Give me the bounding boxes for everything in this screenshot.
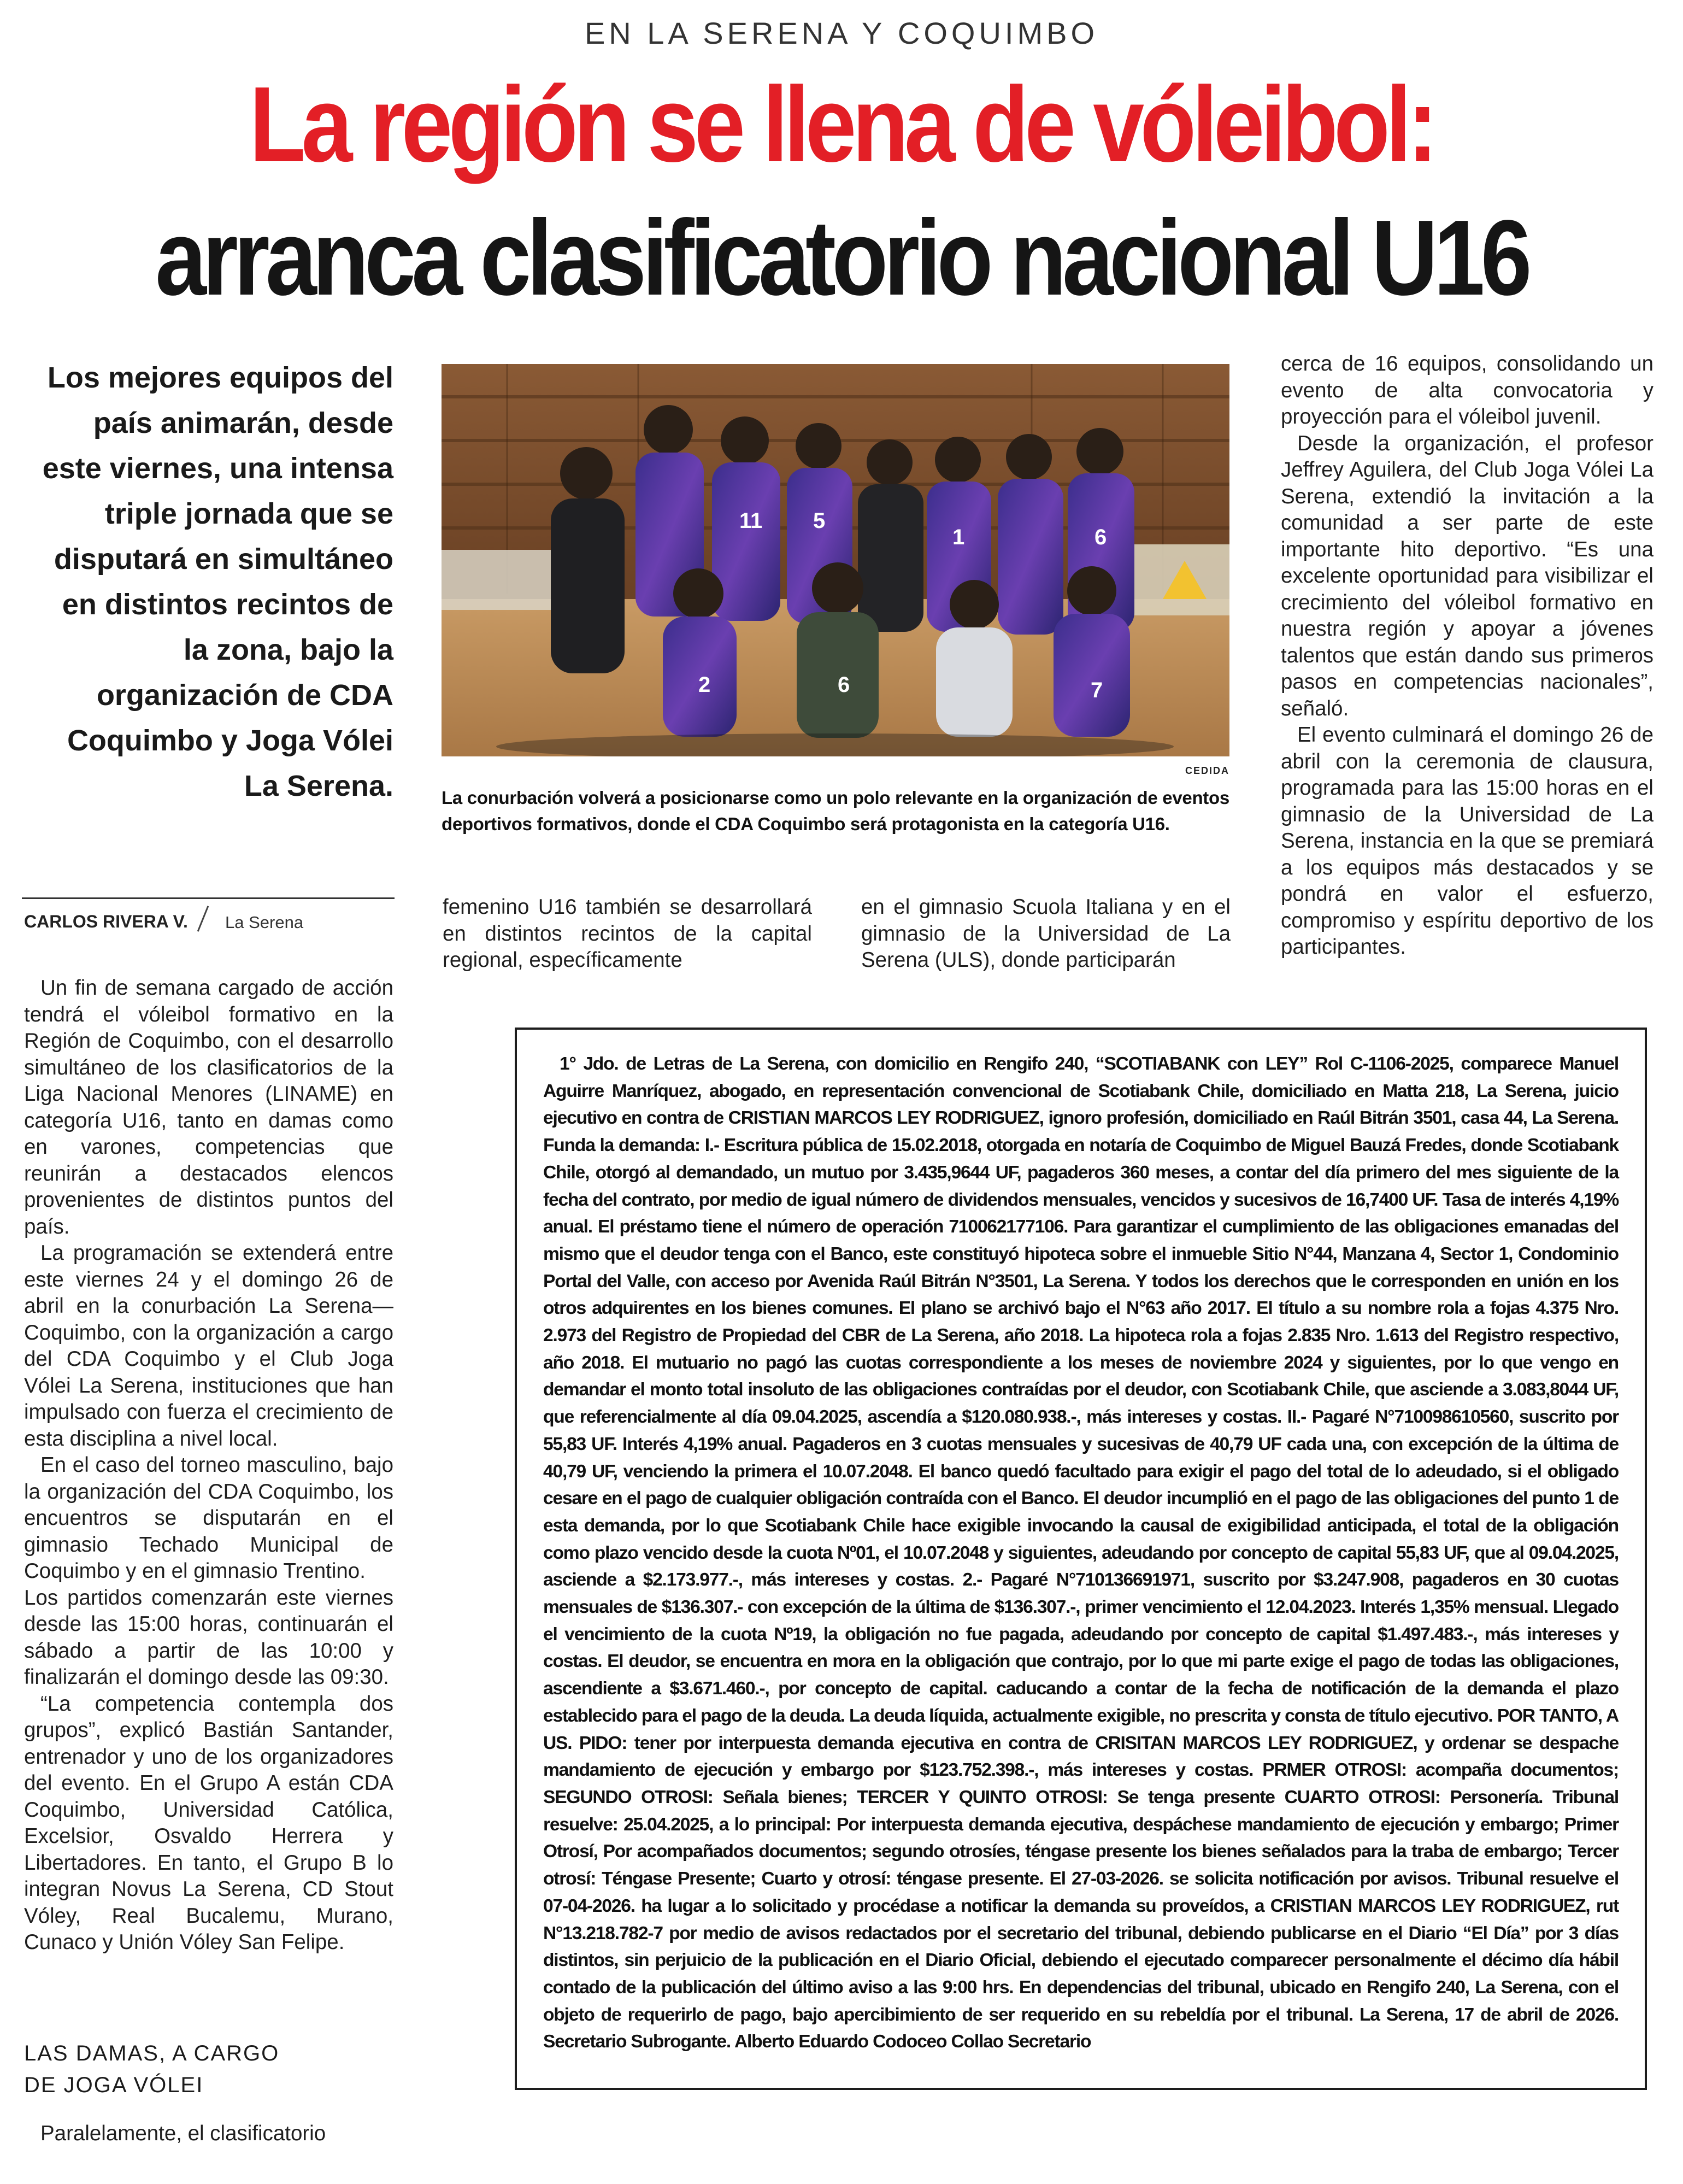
photo-caption: La conurbación volverá a posicionarse como un polo relevante en la organización de eventos deportivos formativos, donde el CDA Coquimbo será protagonista en la categoría U16.: [442, 788, 1229, 834]
subhead-line-2: DE JOGA VÓLEI: [24, 2073, 204, 2097]
photo-credit: CEDIDA: [1185, 765, 1229, 776]
article-column-3: [861, 894, 1231, 974]
article-column-1: [24, 975, 393, 1956]
paragraph: En el caso del torneo masculino, bajo la organización del CDA Coquimbo, los encuentros se disputarán en el gimnasio Techado Municipal de Coquimbo y en el gimnasio Trentino.: [24, 1453, 393, 1583]
byline-separator: [197, 906, 209, 931]
article-subhead: [24, 2038, 385, 2101]
paragraph: en el gimnasio Scuola Italiana y en el gimnasio de la Universidad de La Serena (ULS), donde participarán: [861, 895, 1231, 972]
paragraph: Los partidos comenzarán este viernes desde las 15:00 horas, continuarán el sábado a partir de las 10:00 y finalizarán el domingo desde las 09:30.: [24, 1586, 393, 1689]
paragraph: Un fin de semana cargado de acción tendrá el vóleibol formativo en la Región de Coquimbo, con el desarrollo simultáneo de los clasificatorios de la Liga Nacional Menores (LINAME) en categoría U16, tanto en damas como en varones, competencias que reunirán a destacados elencos provenientes de distintos puntos del país.: [24, 976, 393, 1238]
paragraph: El evento culminará el domingo 26 de abril con la ceremonia de clausura, programada para las 15:00 horas en el gimnasio de la Universidad de La Serena, instancia en la que se premiará a los equipos más destacados y se pondrá en valor el esfuerzo, compromiso y espíritu deportivo de los participantes.: [1281, 723, 1653, 959]
paragraph: cerca de 16 equipos, consolidando un evento de alta convocatoria y proyección para el vóleibol juvenil.: [1281, 352, 1653, 428]
paragraph: Desde la organización, el profesor Jeffrey Aguilera, del Club Joga Vólei La Serena, extendió la invitación a la comunidad a ser parte de este importante hito deportivo. “Es una excelente oportunidad para visibilizar el crecimiento del vóleibol formativo en nuestra región y apoyar a jóvenes talentos que están dando sus primeros pasos en competencias nacionales”, señaló.: [1281, 431, 1653, 720]
article-column-2: [443, 894, 812, 974]
jersey-number: 6: [1094, 525, 1107, 549]
jersey-number: 6: [838, 673, 850, 697]
paragraph: “La competencia contempla dos grupos”, explicó Bastián Santander, entrenador y uno de los organizadores del evento. En el Grupo A están CDA Coquimbo, Universidad Católica, Excelsior, Osvaldo Herrera y Libertadores. En tanto, el Grupo B lo integran Novus La Serena, CD Stout Vóley, Real Bucalemu, Murano, Cunaco y Unión Vóley San Felipe.: [24, 1692, 393, 1954]
legal-notice-text: 1° Jdo. de Letras de La Serena, con domicilio en Rengifo 240, “SCOTIABANK con LEY” Rol C-1106-2025, comparece Manuel Aguirre Manríquez, abogado, en representación convencional de Scotiabank Chile, domiciliado en Matta 218, La Serena, juicio ejecutivo en contra de CRISTIAN MARCOS LEY RODRIGUEZ, ignoro profesión, domiciliado en Raúl Bitrán 3501, casa 44, La Serena. Funda la demanda: I.- Escritura pública de 15.02.2018, otorgada en notaría de Coquimbo de Miguel Bauzá Fredes, donde Scotiabank Chile, otorgó al demandado, un mutuo por 3.435,9644 UF, pagaderos 360 meses, a contar del día primero del mes siguiente de la fecha del contrato, por medio de igual número de dividendos mensuales, vencidos y sucesivos de 16,7400 UF. Tasa de interés 4,19% anual. El préstamo tiene el número de operación 710062177106. Para garantizar el cumplimiento de las obligaciones emanadas del mismo que el deudor tenga con el Banco, este constituyó hipoteca sobre el inmueble Sitio N°44, Manzana 4, Sector 1, Condominio Portal del Valle, con acceso por Avenida Raúl Bitrán N°3501, La Serena. Y todos los derechos que le corresponden en unión en los otros adquirentes en los bienes comunes. El plano se archivó bajo el N°63 año 2017. El título a su nombre rola a fojas 4.375 Nro. 2.973 del Registro de Propiedad del CBR de La Serena, año 2018. La hipoteca rola a fojas 2.835 Nro. 1.613 del Registro respectivo, año 2018. El mutuario no pagó las cuotas correspondiente a los meses de noviembre 2024 y siguientes, por lo que vengo en demandar el monto total insoluto de las obligaciones contraídas por el deudor, con Scotiabank Chile, que asciende a 3.083,8044 UF, que referencialmente al día 09.04.2025, ascendía a $120.080.938.-, más intereses y costas. II.- Pagaré N°710098610560, suscrito por 55,83 UF. Interés 4,19% anual. Pagaderos en 3 cuotas mensuales y sucesivas de 40,79 UF cada una, con excepción de la última de 40,79 UF, venciendo la primera el 10.07.2048. El banco quedó facultado para exigir el pago del total de lo adeudado, si el obligado cesare en el pago de cualquier obligación contraída con el Banco. El deudor incumplió en el pago de las obligaciones del punto 1 de esta demanda, por lo que Scotiabank Chile hace exigible invocando la causal de exigibilidad anticipada, el total de la obligación como plazo vencido desde la cuota Nº01, el 10.07.2048 y siguientes, adeudando por concepto de capital 55,83 UF, que al 09.04.2025, asciende a $2.173.977.-, más intereses y costas. 2.- Pagaré N°710136691971, suscrito por $3.247.908, pagaderos en 30 cuotas mensuales de $136.307.- con excepción de la última de $136.307.-, primer vencimiento el 12.04.2023. Interés 1,35% mensual. Llegado el vencimiento de la cuota Nº19, la obligación no fue pagada, adeudando por concepto de capital $1.497.483.-, más intereses y costas. El deudor, se encuentra en mora en la obligación que contrajo, por lo que mi parte exige el pago de todas las obligaciones, ascendiente a $3.671.460.-, por concepto de capital. caducando a contar de la fecha de notificación de la demanda el plazo establecido para el pago de la deuda. La deuda líquida, actualmente exigible, no prescrita y consta de título ejecutivo. POR TANTO, A US. PIDO: tener por interpuesta demanda ejecutiva en contra de CRISITAN MARCOS LEY RODRIGUEZ, y ordenar se despache mandamiento de ejecución y embargo por $123.752.398.-, más intereses y costas. PRMER OTROSI: acompaña documentos; SEGUNDO OTROSI: Señala bienes; TERCER Y QUINTO OTROSI: Se tenga presente CUARTO OTROSI: Personería. Tribunal resuelve: 25.04.2025, a lo principal: Por interpuesta demanda ejecutiva, despáchese mandamiento de ejecución y embargo; Primer Otrosí, Por acompañados documentos; segundo otrosíes, téngase presente los bienes señalados para la traba de embargo; Tercer otrosí: Téngase Presente; Cuarto y otrosí: téngase presente. El 27-03-2026. se solicita notificación por avisos. Tribunal resuelve el 07-04-2026. ha lugar a lo solicitado y procédase a notificar la demanda su proveídos, a CRISTIAN MARCOS LEY RODRIGUEZ, rut N°13.218.782-7 por medio de avisos redactados por el secretario del tribunal, debiendo publicarse en el Diario “El Día” por 3 días distintos, sin perjuicio de la publicación en el Diario Oficial, debiendo el ejecutado comparecer personalmente el décimo día hábil contado de la publicación del último aviso a las 9:00 hrs. En dependencias del tribunal, ubicado en Rengifo 240, La Serena, con el objeto de requerirlo de pago, bajo apercibimiento de ser requerido en su rebeldía por el tribunal. La Serena, 17 de abril de 2026. Secretario Subrogante. Alberto Eduardo Codoceo Collao Secretario: [543, 1054, 1619, 2052]
headline-line-1: La región se llena de vóleibol:: [249, 64, 1434, 184]
paragraph: Paralelamente, el clasificatorio: [40, 2122, 326, 2145]
legal-notice-box: [515, 1028, 1647, 2090]
byline-rule: [22, 897, 395, 899]
article-lead: Los mejores equipos del país animarán, desde este viernes, una intensa triple jornada que se disputará en simultáneo en distintos recintos de la zona, bajo la organización de CDA Coquimbo y Joga Vólei La Serena.: [42, 361, 393, 802]
headline-line-2: arranca clasificatorio nacional U16: [155, 198, 1528, 318]
article-column-1-end: [24, 2121, 393, 2147]
jersey-number: 5: [813, 509, 826, 533]
jersey-number: 2: [698, 673, 711, 697]
team-photo-illustration: [442, 364, 1229, 756]
byline-place: La Serena: [225, 913, 304, 932]
paragraph: La programación se extenderá entre este viernes 24 y el domingo 26 de abril en la conurbación La Serena—Coquimbo, con la organización a cargo del CDA Coquimbo y el Club Joga Vólei La Serena, instituciones que han impulsado con fuerza el crecimiento de esta disciplina a nivel local.: [24, 1241, 393, 1451]
article-column-4: [1281, 351, 1653, 961]
jersey-number: 11: [739, 509, 763, 533]
team-photo: [442, 364, 1229, 756]
jersey-number: 1: [952, 525, 965, 549]
jersey-number: 7: [1091, 678, 1103, 702]
paragraph: femenino U16 también se desarrollará en distintos recintos de la capital regional, específicamente: [443, 895, 812, 972]
byline-author: CARLOS RIVERA V.: [24, 912, 188, 931]
subhead-line-1: LAS DAMAS, A CARGO: [24, 2041, 280, 2065]
section-kicker: EN LA SERENA Y COQUIMBO: [584, 16, 1099, 50]
